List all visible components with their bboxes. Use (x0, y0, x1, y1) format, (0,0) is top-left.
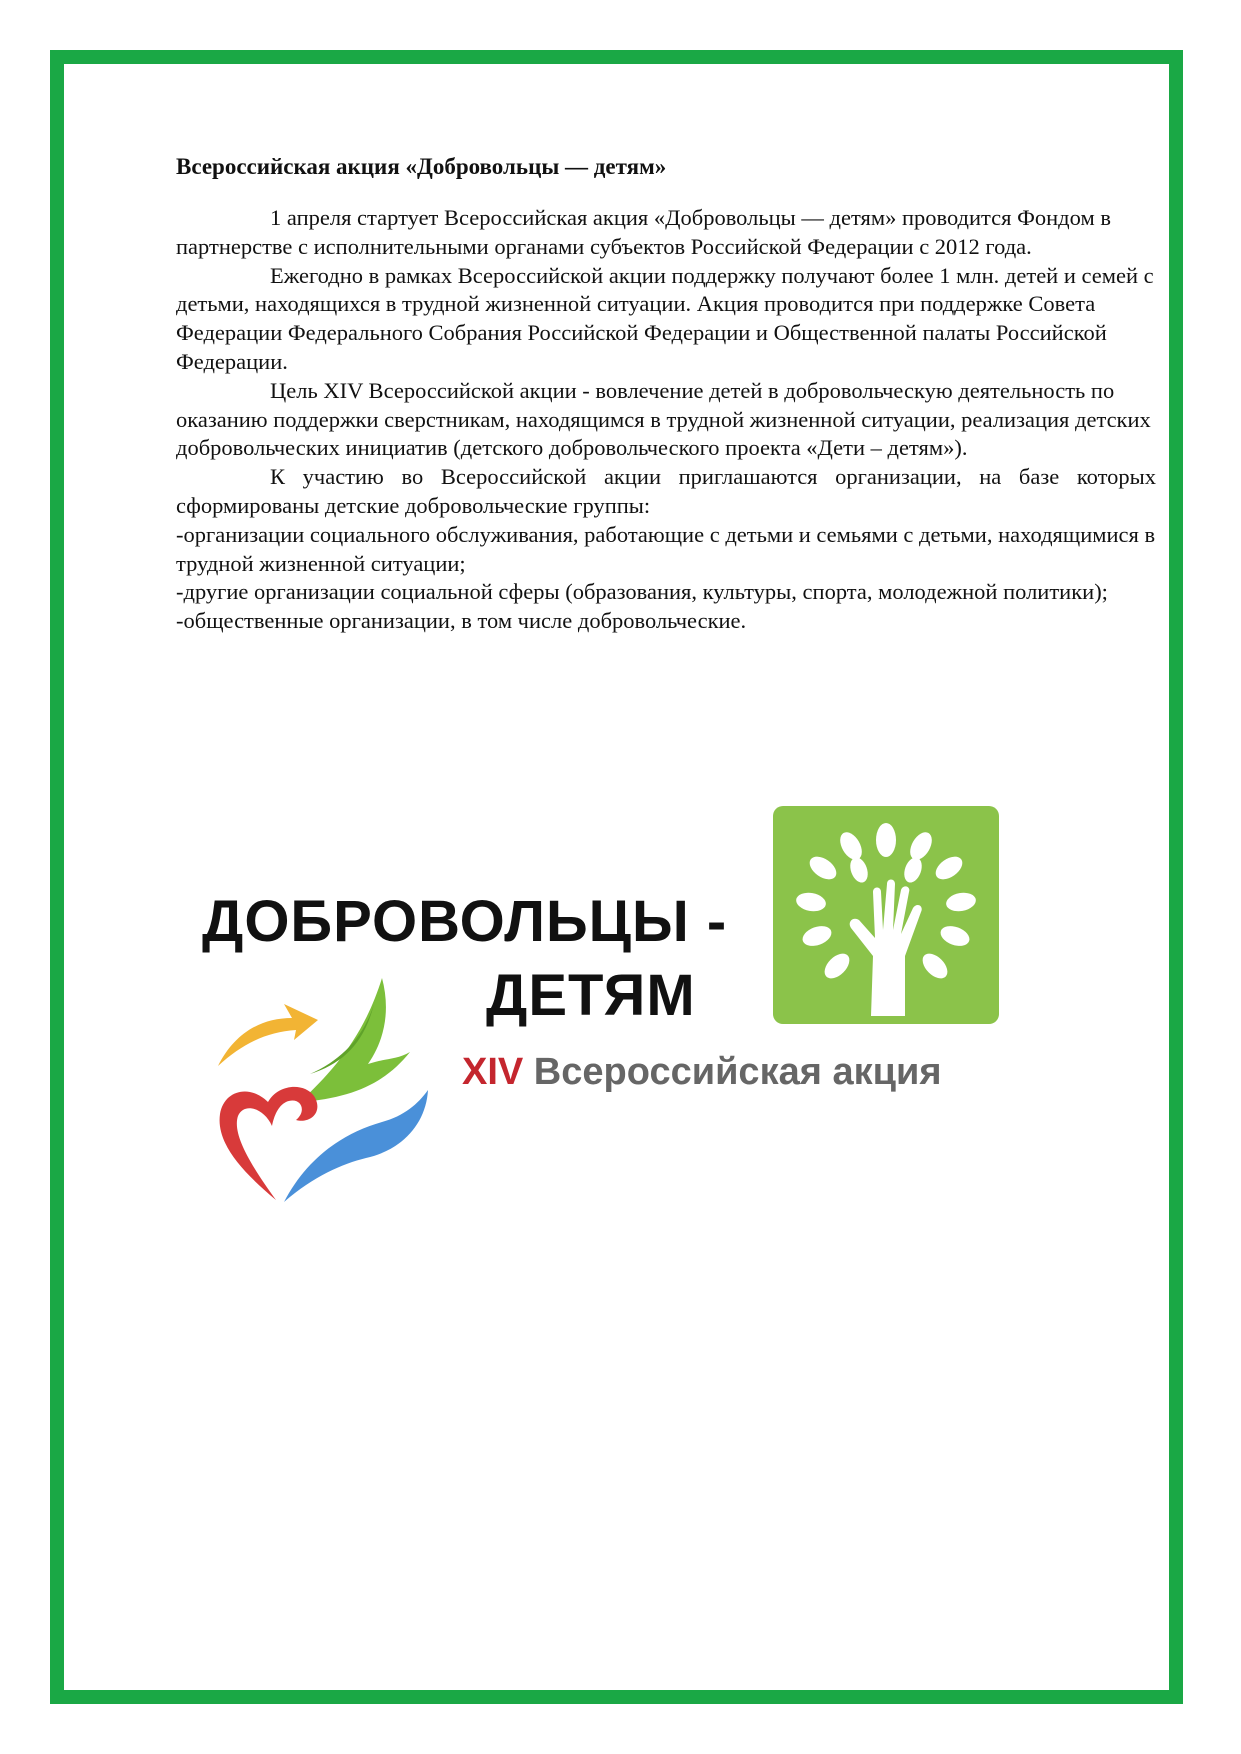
document-body (176, 152, 1156, 636)
document-title: Всероссийская акция «Добровольцы — детям» (176, 154, 667, 179)
list-item: -другие организации социальной сферы (образования, культуры, спорта, молодежной политики); (176, 579, 1108, 605)
list-item: -общественные организации, в том числе добровольческие. (176, 608, 747, 634)
logo-subtitle-text: Всероссийская акция (523, 1051, 942, 1093)
list-item: -организации социального обслуживания, работающие с детьми и семьями с детьми, находящимися в трудной жизненной ситуации; (176, 521, 1156, 576)
logo-subtitle (462, 1050, 942, 1094)
paragraph-support: Ежегодно в рамках Всероссийской акции поддержку получают более 1 млн. детей и семей с детьми, находящихся в трудной жизненной ситуации. Акция проводится при поддержке Совета Федерации Федерального Собрания Российской Федерации и Общественной палаты Российской Федерации. (176, 262, 1154, 374)
swoosh-heart-icon (214, 974, 454, 1206)
logo-title-line1: ДОБРОВОЛЬЦЫ - (202, 889, 728, 954)
paragraph-participants: К участию во Всероссийской акции приглашаются организации, на базе которых сформированы детские добровольческие группы: (176, 464, 1156, 518)
paragraph-intro: 1 апреля стартует Всероссийская акция «Добровольцы — детям» проводится Фондом в партнерстве с исполнительными органами субъектов Российской Федерации с 2012 года. (176, 205, 1111, 259)
logo-subtitle-roman: XIV (462, 1051, 524, 1093)
campaign-logo (200, 806, 1020, 1206)
paragraph-goal: Цель XIV Всероссийской акции - вовлечение детей в добровольческую деятельность по оказанию поддержки сверстникам, находящимся в трудной жизненной ситуации, реализация детских добровольческих инициатив (детского добровольческого проекта «Дети – детям»). (176, 377, 1151, 461)
tree-hand-icon (773, 806, 999, 1024)
logo-title-line2: ДЕТЯМ (486, 963, 696, 1028)
